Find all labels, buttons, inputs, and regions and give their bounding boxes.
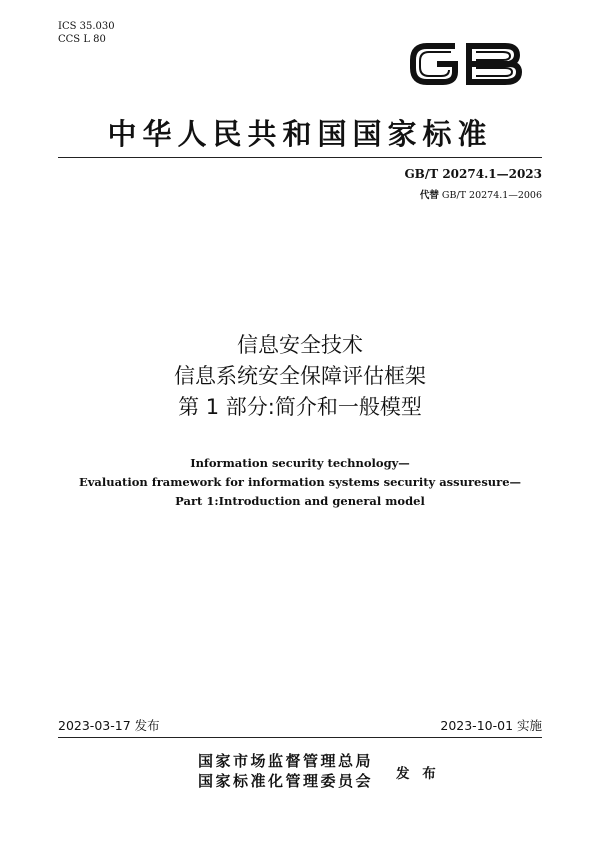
chinese-title [0, 330, 600, 423]
ics-code: ICS 35.030 [58, 21, 115, 32]
title-en-line-2: Evaluation framework for information systems security assuresure— [78, 475, 522, 489]
bottom-divider [58, 737, 542, 738]
top-divider [58, 157, 542, 158]
english-title [0, 454, 600, 511]
title-en-line-1: Information security technology— [190, 456, 410, 470]
issuer-samr: 国家市场监督管理总局 [198, 752, 374, 770]
issuing-authorities [198, 751, 373, 791]
classification-codes [58, 20, 115, 46]
title-en-line-3: Part 1:Introduction and general model [175, 494, 425, 508]
issuer-sac: 国家标准化管理委员会 [198, 772, 374, 790]
national-standard-title: 中华人民共和国国家标准 [107, 117, 493, 151]
replaces-line [420, 187, 542, 201]
gb-logo [405, 34, 527, 94]
replaces-number: GB/T 20274.1—2006 [441, 190, 542, 201]
standard-number: GB/T 20274.1—2023 [404, 167, 542, 181]
implementation-date: 2023-10-01 实施 [440, 718, 542, 733]
replaces-label: 代替 [419, 190, 439, 201]
title-cn-line-2: 信息系统安全保障评估框架 [174, 364, 426, 388]
ccs-code: CCS L 80 [58, 34, 106, 45]
issue-date: 2023-03-17 发布 [58, 718, 160, 733]
title-cn-line-1: 信息安全技术 [237, 333, 363, 357]
release-label: 发 布 [396, 766, 440, 782]
title-cn-line-3: 第 1 部分:简介和一般模型 [178, 395, 422, 419]
